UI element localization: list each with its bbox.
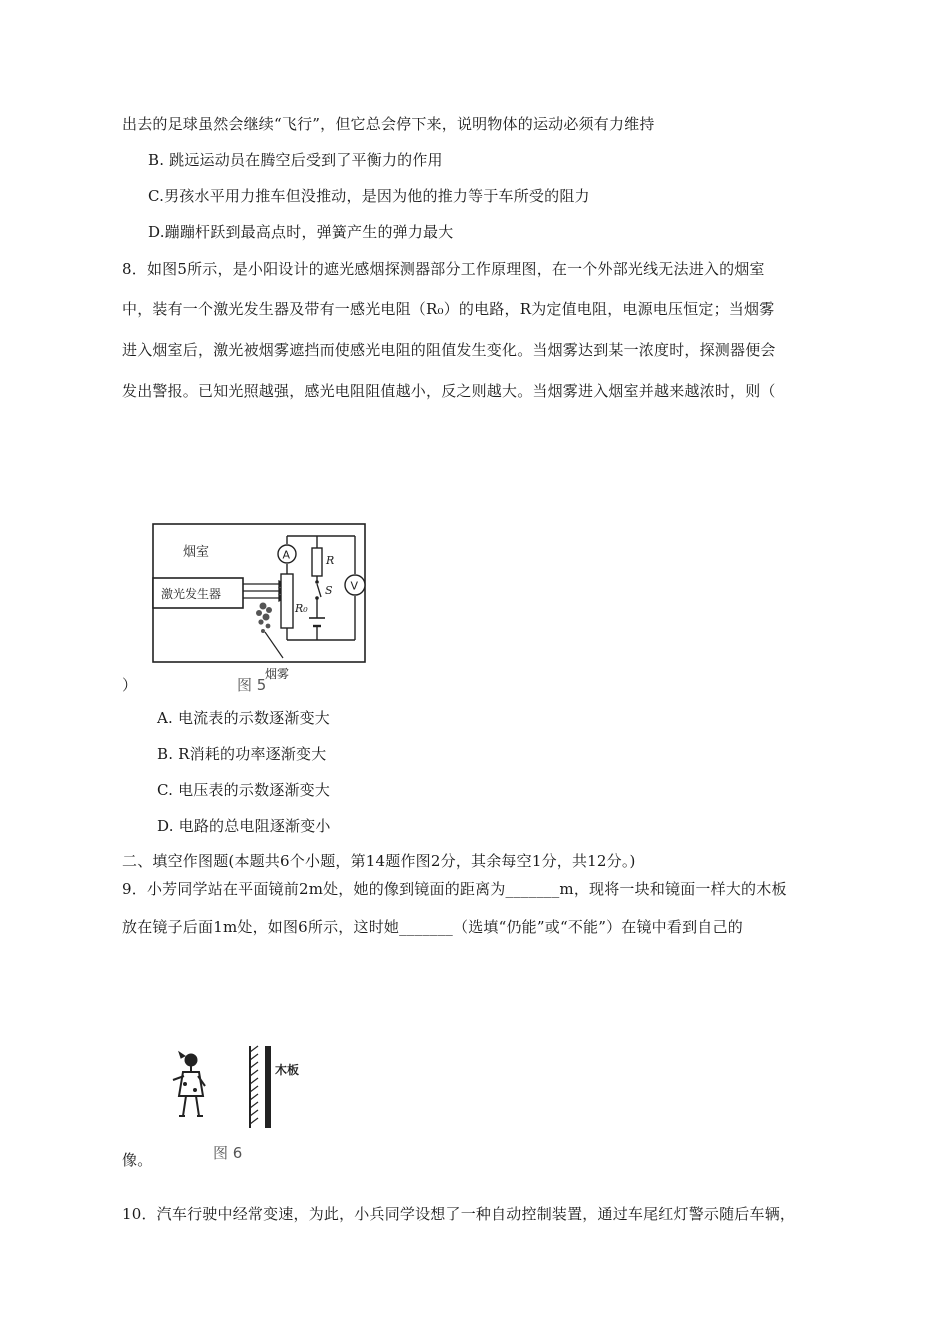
question-10-line-1: 10．汽车行驶中经常变速，为此，小兵同学设想了一种自动控制装置，通过车尾红灯警示随后车辆， (122, 1205, 796, 1223)
figure-5-circuit (145, 518, 375, 694)
option-b-prev: B. 跳远运动员在腾空后受到了平衡力的作用 (148, 151, 443, 169)
switch-label: S (325, 584, 333, 597)
wooden-board (265, 1046, 271, 1128)
girl-figure-icon (173, 1052, 205, 1116)
board-label: 木板 (275, 1063, 300, 1077)
ammeter-label: A (282, 548, 291, 562)
option-b: B. R消耗的功率逐渐变大 (157, 745, 327, 763)
question-8-line-3: 进入烟室后，激光被烟雾遮挡而使感光电阻的阻值发生变化。当烟雾达到某一浓度时，探测器便会 (122, 341, 776, 359)
question-8-line-2: 中，装有一个激光发生器及带有一感光电阻（R₀）的电路，R为定值电阻，电源电压恒定；当烟雾 (122, 300, 775, 318)
question-8-line-4: 发出警报。已知光照越强，感光电阻阻值越小，反之则越大。当烟雾进入烟室并越来越浓时，则（ (122, 382, 776, 400)
smoke-label: 烟雾 (265, 667, 290, 681)
figure-5-caption: 图 5 (237, 676, 267, 694)
voltmeter-label: V (350, 579, 359, 593)
question-9-line-1: 9．小芳同学站在平面镜前2m处，她的像到镜面的距离为_______m，现将一块和镜面一样大的木板 (122, 880, 787, 898)
resistor-r (312, 548, 322, 576)
option-c: C. 电压表的示数逐渐变大 (157, 781, 331, 799)
figure-6-mirror (165, 1044, 325, 1144)
laser-label: 激光发生器 (161, 587, 222, 601)
question-9-line-2: 放在镜子后面1m处，如图6所示，这时她_______（选填“仍能”或“不能”）在镜中看到自己的 (122, 918, 743, 936)
r0-label: R₀ (295, 602, 308, 615)
text-line-1: 出去的足球虽然会继续“飞行”，但它总会停下来，说明物体的运动必须有力维持 (122, 115, 655, 133)
question-9-end: 像。 (122, 1151, 153, 1169)
option-a: A. 电流表的示数逐渐变大 (157, 709, 330, 727)
question-8-line-1: 8．如图5所示，是小阳设计的遮光感烟探测器部分工作原理图，在一个外部光线无法进入的烟室 (122, 260, 765, 278)
question-8-close-paren: ） (122, 676, 138, 694)
section-2-heading: 二、填空作图题(本题共6个小题，第14题作图2分，其余每空1分，共12分。) (122, 852, 636, 870)
photoresistor-r0 (281, 574, 293, 628)
room-label: 烟室 (183, 545, 210, 560)
r-label: R (326, 554, 335, 567)
option-c-prev: C.男孩水平用力推车但没推动，是因为他的推力等于车所受的阻力 (148, 187, 590, 205)
option-d: D. 电路的总电阻逐渐变小 (157, 817, 331, 835)
option-d-prev: D.蹦蹦杆跃到最高点时，弹簧产生的弹力最大 (148, 223, 454, 241)
figure-6-caption: 图 6 (213, 1144, 243, 1162)
